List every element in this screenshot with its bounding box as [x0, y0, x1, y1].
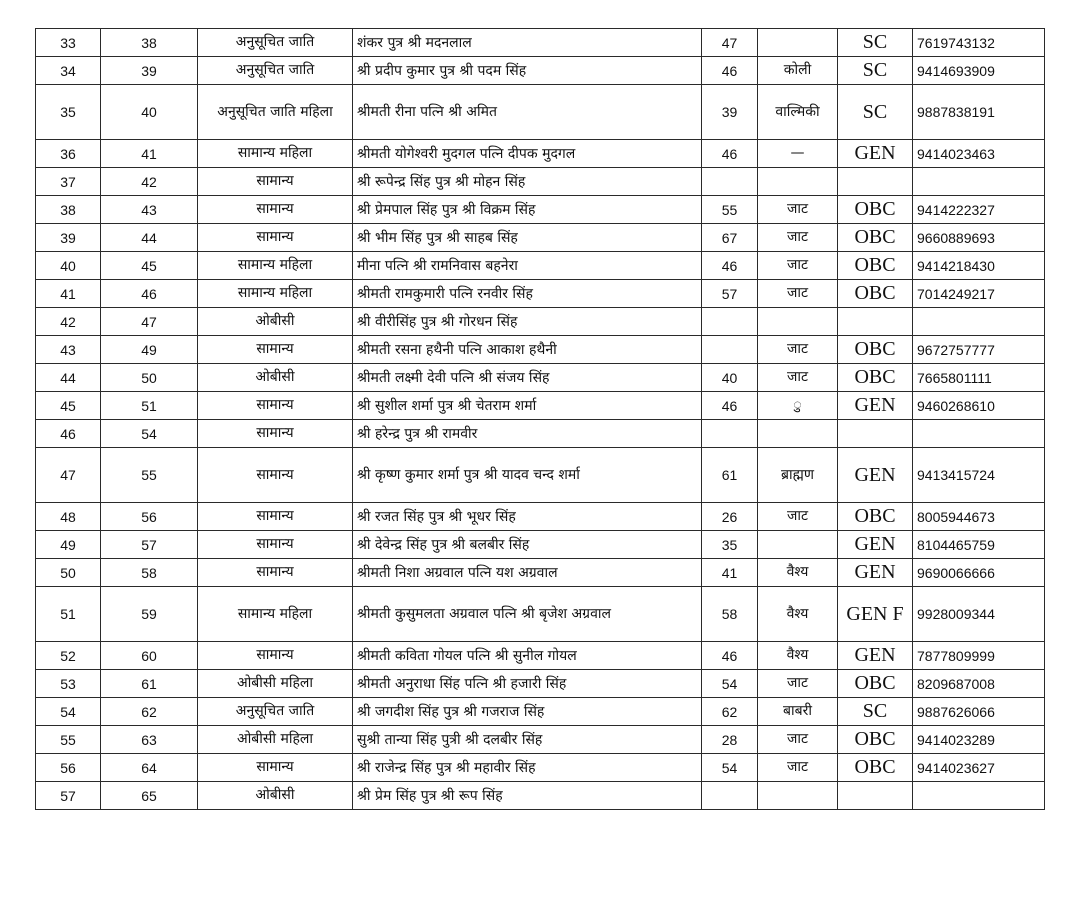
phone-number-cell: 9414023463 — [913, 140, 1045, 168]
table-row — [36, 280, 1045, 308]
table-row — [36, 559, 1045, 587]
class-cell — [838, 168, 913, 196]
phone-number-cell: 9414222327 — [913, 196, 1045, 224]
candidate-name-cell: श्रीमती रसना हथैनी पत्नि आकाश हथैनी — [353, 336, 702, 364]
age-cell: 46 — [702, 140, 758, 168]
ward-number-cell: 57 — [101, 531, 198, 559]
candidate-name-cell: श्री देवेन्द्र सिंह पुत्र श्री बलबीर सिंह — [353, 531, 702, 559]
ward-number-cell: 41 — [101, 140, 198, 168]
ward-number-cell: 39 — [101, 57, 198, 85]
caste-cell — [758, 782, 838, 810]
candidate-name-cell: श्री रूपेन्द्र सिंह पुत्र श्री मोहन सिंह — [353, 168, 702, 196]
caste-cell: जाट — [758, 224, 838, 252]
caste-cell — [758, 531, 838, 559]
class-cell: GEN — [838, 642, 913, 670]
ward-number-cell: 60 — [101, 642, 198, 670]
table-row — [36, 587, 1045, 642]
ward-number-cell: 43 — [101, 196, 198, 224]
phone-number-cell: 9928009344 — [913, 587, 1045, 642]
class-cell: OBC — [838, 224, 913, 252]
class-cell: OBC — [838, 503, 913, 531]
serial-number-cell: 47 — [36, 448, 101, 503]
serial-number-cell: 40 — [36, 252, 101, 280]
candidate-name-cell: श्री प्रेमपाल सिंह पुत्र श्री विक्रम सिंह — [353, 196, 702, 224]
candidate-name-cell: मीना पत्नि श्री रामनिवास बहनेरा — [353, 252, 702, 280]
serial-number-cell: 38 — [36, 196, 101, 224]
reservation-category-cell: सामान्य — [198, 503, 353, 531]
phone-number-cell: 9690066666 — [913, 559, 1045, 587]
reservation-category-cell: सामान्य — [198, 224, 353, 252]
table-row — [36, 392, 1045, 420]
caste-cell: जाट — [758, 364, 838, 392]
candidate-name-cell: श्रीमती लक्ष्मी देवी पत्नि श्री संजय सिंह — [353, 364, 702, 392]
table-row — [36, 448, 1045, 503]
serial-number-cell: 55 — [36, 726, 101, 754]
ward-number-cell: 38 — [101, 29, 198, 57]
candidate-name-cell: श्री जगदीश सिंह पुत्र श्री गजराज सिंह — [353, 698, 702, 726]
candidate-name-cell: श्री भीम सिंह पुत्र श्री साहब सिंह — [353, 224, 702, 252]
ward-number-cell: 58 — [101, 559, 198, 587]
reservation-category-cell: ओबीसी — [198, 308, 353, 336]
caste-cell: वैश्य — [758, 642, 838, 670]
class-cell: GEN — [838, 559, 913, 587]
class-cell: GEN F — [838, 587, 913, 642]
table-row — [36, 57, 1045, 85]
caste-cell: बाबरी — [758, 698, 838, 726]
serial-number-cell: 52 — [36, 642, 101, 670]
reservation-category-cell: ओबीसी — [198, 364, 353, 392]
class-cell: OBC — [838, 336, 913, 364]
caste-cell: — — [758, 140, 838, 168]
candidate-name-cell: श्रीमती अनुराधा सिंह पत्नि श्री हजारी सिंह — [353, 670, 702, 698]
caste-cell — [758, 420, 838, 448]
caste-cell: ु — [758, 392, 838, 420]
age-cell: 41 — [702, 559, 758, 587]
age-cell: 46 — [702, 57, 758, 85]
class-cell: OBC — [838, 252, 913, 280]
serial-number-cell: 33 — [36, 29, 101, 57]
serial-number-cell: 53 — [36, 670, 101, 698]
reservation-category-cell: सामान्य महिला — [198, 140, 353, 168]
phone-number-cell — [913, 308, 1045, 336]
candidate-name-cell: श्री प्रेम सिंह पुत्र श्री रूप सिंह — [353, 782, 702, 810]
candidate-name-cell: श्री रजत सिंह पुत्र श्री भूधर सिंह — [353, 503, 702, 531]
serial-number-cell: 42 — [36, 308, 101, 336]
class-cell: OBC — [838, 754, 913, 782]
reservation-category-cell: सामान्य — [198, 336, 353, 364]
reservation-category-cell: ओबीसी महिला — [198, 726, 353, 754]
serial-number-cell: 57 — [36, 782, 101, 810]
phone-number-cell: 9660889693 — [913, 224, 1045, 252]
table-row — [36, 420, 1045, 448]
reservation-category-cell: अनुसूचित जाति — [198, 57, 353, 85]
phone-number-cell: 9672757777 — [913, 336, 1045, 364]
phone-number-cell: 7877809999 — [913, 642, 1045, 670]
reservation-category-cell: ओबीसी — [198, 782, 353, 810]
caste-cell: कोली — [758, 57, 838, 85]
reservation-category-cell: अनुसूचित जाति महिला — [198, 85, 353, 140]
reservation-category-cell: सामान्य — [198, 196, 353, 224]
ward-number-cell: 51 — [101, 392, 198, 420]
class-cell: GEN — [838, 448, 913, 503]
reservation-category-cell: सामान्य महिला — [198, 252, 353, 280]
phone-number-cell: 9414023627 — [913, 754, 1045, 782]
ward-number-cell: 46 — [101, 280, 198, 308]
candidate-name-cell: श्रीमती योगेश्वरी मुदगल पत्नि दीपक मुदगल — [353, 140, 702, 168]
caste-cell: जाट — [758, 726, 838, 754]
table-row — [36, 503, 1045, 531]
age-cell — [702, 782, 758, 810]
class-cell: GEN — [838, 392, 913, 420]
caste-cell: वैश्य — [758, 559, 838, 587]
table-row — [36, 726, 1045, 754]
reservation-category-cell: सामान्य — [198, 420, 353, 448]
candidate-name-cell: श्री राजेन्द्र सिंह पुत्र श्री महावीर सिंह — [353, 754, 702, 782]
reservation-category-cell: सामान्य महिला — [198, 587, 353, 642]
candidate-name-cell: श्री कृष्ण कुमार शर्मा पुत्र श्री यादव चन्द शर्मा — [353, 448, 702, 503]
table-row — [36, 670, 1045, 698]
age-cell: 54 — [702, 754, 758, 782]
caste-cell: ब्राह्मण — [758, 448, 838, 503]
serial-number-cell: 34 — [36, 57, 101, 85]
class-cell: OBC — [838, 726, 913, 754]
ward-number-cell: 65 — [101, 782, 198, 810]
table-row — [36, 140, 1045, 168]
age-cell: 39 — [702, 85, 758, 140]
serial-number-cell: 45 — [36, 392, 101, 420]
candidate-name-cell: श्रीमती रीना पत्नि श्री अमित — [353, 85, 702, 140]
table-row — [36, 252, 1045, 280]
age-cell: 46 — [702, 642, 758, 670]
phone-number-cell: 7014249217 — [913, 280, 1045, 308]
table-row — [36, 29, 1045, 57]
reservation-category-cell: ओबीसी महिला — [198, 670, 353, 698]
table-row — [36, 85, 1045, 140]
ward-number-cell: 45 — [101, 252, 198, 280]
age-cell: 35 — [702, 531, 758, 559]
phone-number-cell: 9414218430 — [913, 252, 1045, 280]
caste-cell — [758, 308, 838, 336]
phone-number-cell — [913, 420, 1045, 448]
ward-number-cell: 59 — [101, 587, 198, 642]
phone-number-cell: 9414023289 — [913, 726, 1045, 754]
caste-cell: जाट — [758, 336, 838, 364]
candidate-name-cell: श्री हरेन्द्र पुत्र श्री रामवीर — [353, 420, 702, 448]
ward-number-cell: 44 — [101, 224, 198, 252]
serial-number-cell: 43 — [36, 336, 101, 364]
serial-number-cell: 49 — [36, 531, 101, 559]
age-cell: 58 — [702, 587, 758, 642]
reservation-category-cell: सामान्य — [198, 642, 353, 670]
reservation-category-cell: सामान्य — [198, 392, 353, 420]
candidate-name-cell: सुश्री तान्या सिंह पुत्री श्री दलबीर सिंह — [353, 726, 702, 754]
table-row — [36, 196, 1045, 224]
serial-number-cell: 36 — [36, 140, 101, 168]
table-body — [36, 29, 1045, 810]
phone-number-cell — [913, 782, 1045, 810]
phone-number-cell: 7619743132 — [913, 29, 1045, 57]
reservation-category-cell: अनुसूचित जाति — [198, 698, 353, 726]
candidate-name-cell: श्री वीरीसिंह पुत्र श्री गोरधन सिंह — [353, 308, 702, 336]
reservation-category-cell: सामान्य महिला — [198, 280, 353, 308]
class-cell: GEN — [838, 140, 913, 168]
ward-number-cell: 40 — [101, 85, 198, 140]
candidate-name-cell: श्रीमती कुसुमलता अग्रवाल पत्नि श्री बृजेश अग्रवाल — [353, 587, 702, 642]
age-cell — [702, 168, 758, 196]
age-cell: 26 — [702, 503, 758, 531]
reservation-category-cell: अनुसूचित जाति — [198, 29, 353, 57]
age-cell: 54 — [702, 670, 758, 698]
serial-number-cell: 37 — [36, 168, 101, 196]
serial-number-cell: 39 — [36, 224, 101, 252]
table-row — [36, 642, 1045, 670]
phone-number-cell: 9414693909 — [913, 57, 1045, 85]
age-cell: 46 — [702, 252, 758, 280]
ward-number-cell: 56 — [101, 503, 198, 531]
table-row — [36, 168, 1045, 196]
class-cell: OBC — [838, 670, 913, 698]
caste-cell — [758, 29, 838, 57]
reservation-category-cell: सामान्य — [198, 168, 353, 196]
class-cell: OBC — [838, 280, 913, 308]
class-cell: SC — [838, 698, 913, 726]
reservation-category-cell: सामान्य — [198, 531, 353, 559]
phone-number-cell: 9887838191 — [913, 85, 1045, 140]
table-row — [36, 754, 1045, 782]
age-cell: 67 — [702, 224, 758, 252]
candidate-name-cell: श्रीमती निशा अग्रवाल पत्नि यश अग्रवाल — [353, 559, 702, 587]
ward-number-cell: 63 — [101, 726, 198, 754]
serial-number-cell: 41 — [36, 280, 101, 308]
serial-number-cell: 51 — [36, 587, 101, 642]
class-cell — [838, 782, 913, 810]
table-row — [36, 531, 1045, 559]
ward-number-cell: 64 — [101, 754, 198, 782]
serial-number-cell: 54 — [36, 698, 101, 726]
class-cell: GEN — [838, 531, 913, 559]
serial-number-cell: 50 — [36, 559, 101, 587]
ward-number-cell: 47 — [101, 308, 198, 336]
age-cell — [702, 308, 758, 336]
caste-cell: वैश्य — [758, 587, 838, 642]
phone-number-cell: 8104465759 — [913, 531, 1045, 559]
class-cell — [838, 420, 913, 448]
ward-number-cell: 61 — [101, 670, 198, 698]
serial-number-cell: 56 — [36, 754, 101, 782]
caste-cell: जाट — [758, 252, 838, 280]
caste-cell: जाट — [758, 280, 838, 308]
age-cell: 47 — [702, 29, 758, 57]
phone-number-cell: 8209687008 — [913, 670, 1045, 698]
phone-number-cell: 8005944673 — [913, 503, 1045, 531]
candidate-name-cell: शंकर पुत्र श्री मदनलाल — [353, 29, 702, 57]
phone-number-cell: 9413415724 — [913, 448, 1045, 503]
table-row — [36, 782, 1045, 810]
phone-number-cell: 9460268610 — [913, 392, 1045, 420]
age-cell: 46 — [702, 392, 758, 420]
candidate-name-cell: श्रीमती रामकुमारी पत्नि रनवीर सिंह — [353, 280, 702, 308]
caste-cell: जाट — [758, 670, 838, 698]
serial-number-cell: 44 — [36, 364, 101, 392]
age-cell: 57 — [702, 280, 758, 308]
ward-number-cell: 49 — [101, 336, 198, 364]
class-cell: SC — [838, 29, 913, 57]
age-cell: 55 — [702, 196, 758, 224]
reservation-category-cell: सामान्य — [198, 754, 353, 782]
caste-cell: वाल्मिकी — [758, 85, 838, 140]
reservation-category-cell: सामान्य — [198, 559, 353, 587]
class-cell: SC — [838, 57, 913, 85]
table-row — [36, 364, 1045, 392]
table-row — [36, 224, 1045, 252]
table-row — [36, 336, 1045, 364]
candidate-name-cell: श्री प्रदीप कुमार पुत्र श्री पदम सिंह — [353, 57, 702, 85]
ward-number-cell: 50 — [101, 364, 198, 392]
age-cell — [702, 420, 758, 448]
age-cell: 61 — [702, 448, 758, 503]
phone-number-cell: 7665801111 — [913, 364, 1045, 392]
class-cell: OBC — [838, 364, 913, 392]
serial-number-cell: 46 — [36, 420, 101, 448]
ward-number-cell: 55 — [101, 448, 198, 503]
serial-number-cell: 35 — [36, 85, 101, 140]
caste-cell: जाट — [758, 754, 838, 782]
phone-number-cell: 9887626066 — [913, 698, 1045, 726]
ward-number-cell: 42 — [101, 168, 198, 196]
caste-cell: जाट — [758, 196, 838, 224]
age-cell: 62 — [702, 698, 758, 726]
candidate-table — [35, 28, 1045, 810]
table-row — [36, 698, 1045, 726]
age-cell: 28 — [702, 726, 758, 754]
caste-cell: जाट — [758, 503, 838, 531]
candidate-name-cell: श्रीमती कविता गोयल पत्नि श्री सुनील गोयल — [353, 642, 702, 670]
caste-cell — [758, 168, 838, 196]
class-cell — [838, 308, 913, 336]
age-cell: 40 — [702, 364, 758, 392]
class-cell: SC — [838, 85, 913, 140]
phone-number-cell — [913, 168, 1045, 196]
serial-number-cell: 48 — [36, 503, 101, 531]
ward-number-cell: 62 — [101, 698, 198, 726]
reservation-category-cell: सामान्य — [198, 448, 353, 503]
ward-number-cell: 54 — [101, 420, 198, 448]
class-cell: OBC — [838, 196, 913, 224]
candidate-name-cell: श्री सुशील शर्मा पुत्र श्री चेतराम शर्मा — [353, 392, 702, 420]
table-row — [36, 308, 1045, 336]
age-cell — [702, 336, 758, 364]
